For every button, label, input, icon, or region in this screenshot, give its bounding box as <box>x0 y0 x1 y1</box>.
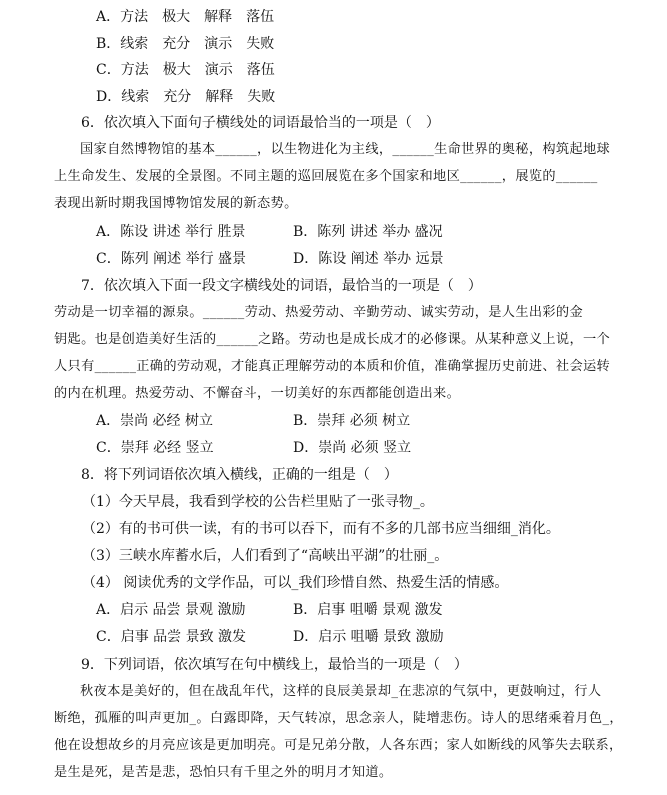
q6-passage-line: 表现出新时期我国博物馆发展的新态势。 <box>54 196 298 211</box>
q5-option-c: C．方法 极大 演示 落伍 <box>96 62 275 78</box>
q8-item: （1）今天早晨，我看到学校的公告栏里贴了一张寻物_。 <box>82 494 434 510</box>
q6-option-d: D．陈设 阐述 举办 远景 <box>293 251 444 267</box>
q8-item: （2）有的书可供一读，有的书可以吞下，而有不多的几部书应当细细_消化。 <box>82 521 560 537</box>
q6-option-b: B．陈列 讲述 举办 盛况 <box>293 224 443 240</box>
q9-passage-line: 是生是死，是苦是悲，恐怕只有千里之外的明月才知道。 <box>54 765 393 780</box>
q7-option-d: D．崇尚 必须 竖立 <box>293 440 412 456</box>
q5-option-a: A．方法 极大 解释 落伍 <box>96 9 275 25</box>
q8-option-d: D．启示 咀嚼 景致 激励 <box>293 629 444 645</box>
q6-passage-line: 国家自然博物馆的基本______，以生物进化为主线，______生命世界的奥秘，构筑起地球 <box>80 142 611 157</box>
q9-passage-line: 他在设想故乡的月亮应该是更加明亮。可是兄弟分散，人各东西；家人如断线的风筝失去联系， <box>54 738 623 753</box>
q6-option-a: A．陈设 讲述 举行 胜景 <box>96 224 246 240</box>
q7-passage-line: 人只有______正确的劳动观，才能真正理解劳动的本质和价值，准确掌握历史前进、社会运转 <box>54 359 611 374</box>
q6-options-row <box>96 249 667 269</box>
q5-option-b: B．线索 充分 演示 失败 <box>96 36 275 52</box>
q7-passage-line: 钥匙。也是创造美好生活的______之路。劳动也是成长成才的必修课。从某种意义上说，一个 <box>54 332 611 347</box>
q7-option-a: A．崇尚 必经 树立 <box>96 413 214 429</box>
q7-options-row <box>96 411 667 431</box>
q8-option-b: B．启事 咀嚼 景观 激发 <box>293 602 443 618</box>
q8-option-c: C．启事 品尝 景致 激发 <box>96 629 247 645</box>
q6-options-row <box>96 222 667 242</box>
q7-option-c: C．崇拜 必经 竖立 <box>96 440 214 456</box>
q6-passage-line: 上生命发生、发展的全景图。不同主题的巡回展览在多个国家和地区______，展览的______ <box>54 169 598 184</box>
q7-options-row <box>96 438 667 458</box>
q8-item: （4） 阅读优秀的文学作品，可以_我们珍惜自然、热爱生活的情感。 <box>82 575 509 591</box>
q6-stem: 6．依次填入下面句子横线处的词语最恰当的一项是（ ） <box>81 115 440 131</box>
q9-stem: 9．下列词语，依次填写在句中横线上，最恰当的一项是（ ） <box>81 657 468 673</box>
q9-passage-line: 秋夜本是美好的，但在战乱年代，这样的良辰美景却_在悲凉的气氛中，更鼓响过，行人 <box>80 684 602 699</box>
q7-passage-line: 劳动是一切幸福的源泉。______劳动、热爱劳动、辛勤劳动、诚实劳动，是人生出彩的金 <box>54 305 584 320</box>
q8-options-row <box>96 627 667 647</box>
q5-option-d: D．线索 充分 解释 失败 <box>96 89 276 105</box>
q7-passage-line: 的内在机理。热爱劳动、不懈奋斗，一切美好的东西都能创造出来。 <box>54 386 461 401</box>
q9-passage-line: 断绝，孤雁的叫声更加_。白露即降，天气转凉，思念亲人，陡增悲伤。诗人的思绪乘着月色_， <box>54 711 623 726</box>
q8-option-a: A．启示 品尝 景观 激励 <box>96 602 246 618</box>
q8-stem: 8．将下列词语依次填入横线，正确的一组是（ ） <box>81 467 398 483</box>
q7-stem: 7．依次填入下面一段文字横线处的词语，最恰当的一项是（ ） <box>81 278 482 294</box>
q8-item: （3）三峡水库蓄水后，人们看到了“高峡出平湖”的壮丽_。 <box>82 548 449 564</box>
q8-options-row <box>96 600 667 620</box>
q7-option-b: B．崇拜 必须 树立 <box>293 413 411 429</box>
q6-option-c: C．陈列 阐述 举行 盛景 <box>96 251 247 267</box>
